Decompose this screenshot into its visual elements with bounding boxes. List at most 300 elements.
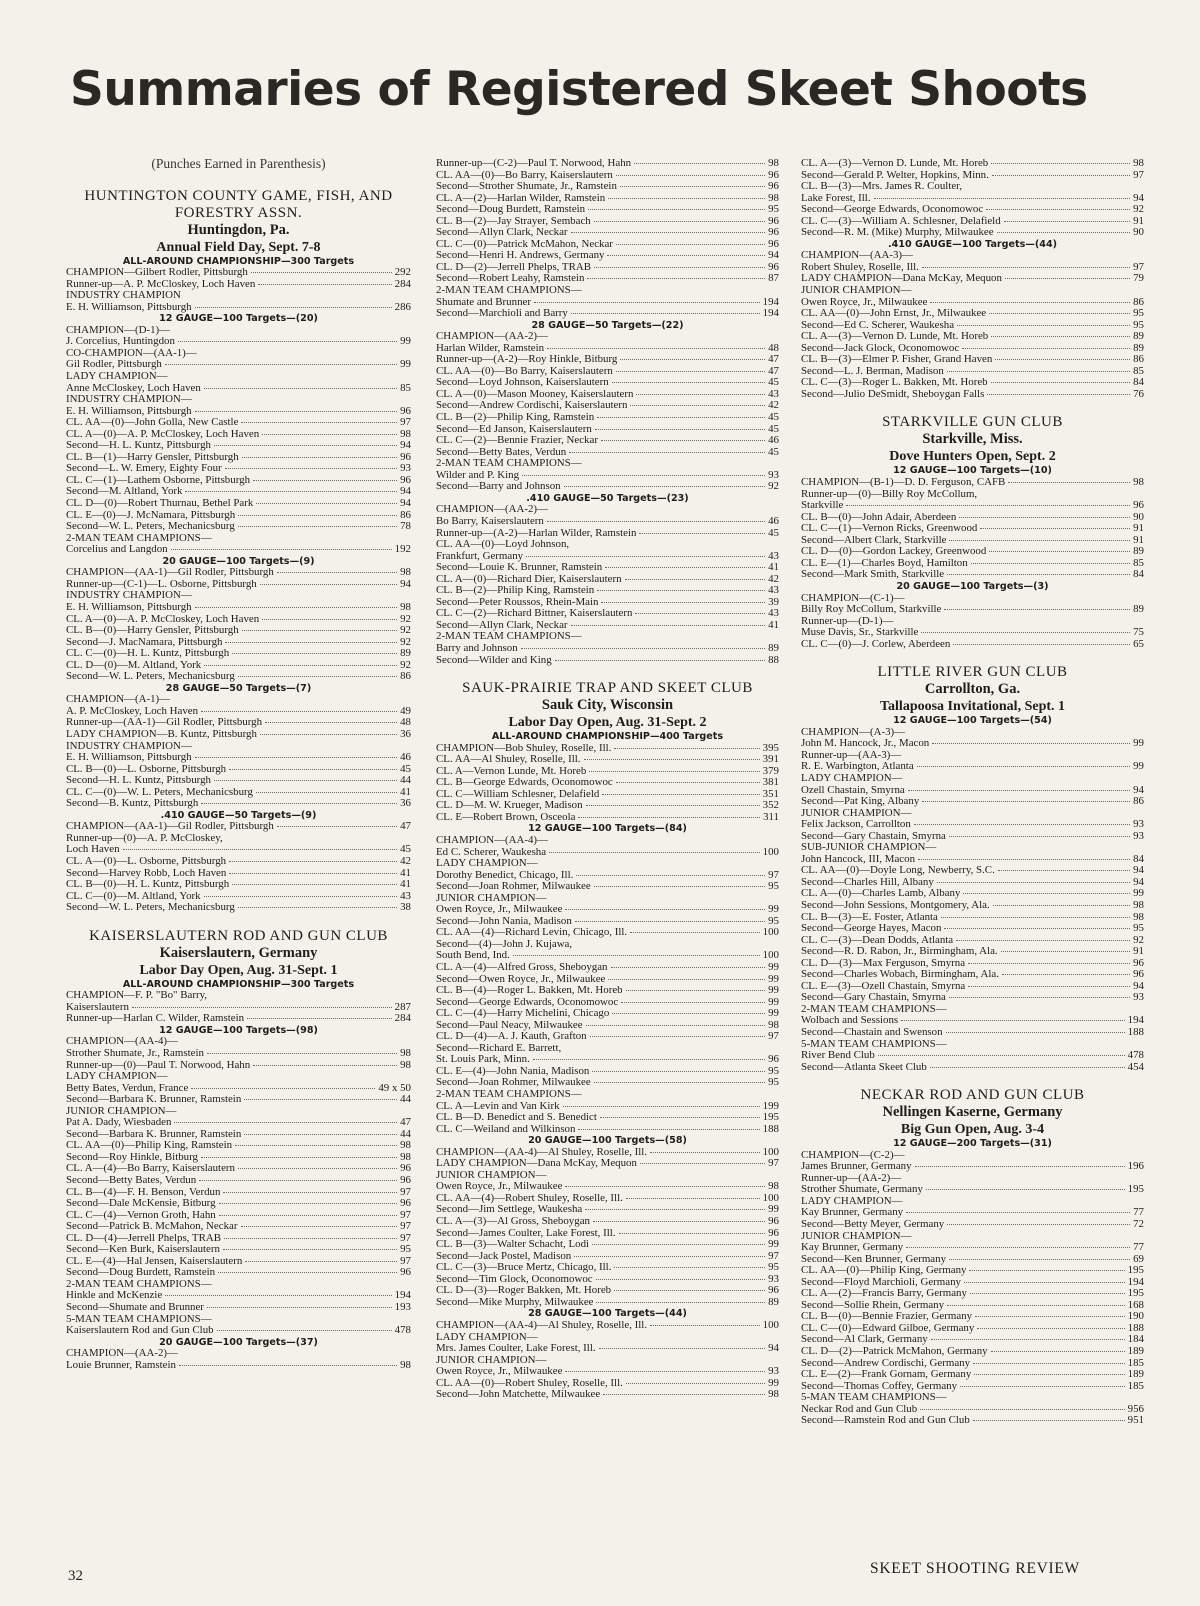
result-text: CL. D—(0)—M. Altland, York [66, 659, 202, 671]
result-text: Second—H. L. Kuntz, Pittsburgh [66, 775, 212, 787]
dot-leader [571, 625, 766, 626]
result-line [801, 888, 1144, 900]
result-text: Second—L. W. Emery, Eighty Four [66, 463, 222, 475]
result-score: 95 [768, 1064, 779, 1077]
result-score: 45 [768, 526, 779, 539]
dot-leader [596, 1279, 766, 1280]
result-text: Second—Charles Hill, Albany [801, 876, 934, 888]
result-score: 45 [400, 843, 411, 856]
result-line [436, 1066, 779, 1078]
result-heading: CHAMPION—(AA-4)— [66, 1036, 178, 1048]
result-text: Wilder and P. King [436, 469, 520, 481]
dot-leader [612, 1013, 765, 1014]
result-line [66, 729, 411, 741]
result-line [66, 567, 411, 579]
result-text: CHAMPION—Bob Shuley, Roselle, Ill. [436, 742, 612, 754]
result-line [66, 1221, 411, 1233]
result-score: 99 [768, 903, 779, 916]
dot-leader [244, 1099, 397, 1100]
dot-leader [626, 1198, 760, 1199]
result-text: Second—John Nania, Madison [436, 915, 572, 927]
result-line [436, 800, 779, 812]
result-score: 93 [400, 462, 411, 475]
result-score: 98 [768, 1180, 779, 1193]
result-text: CL. D—M. W. Krueger, Madison [436, 800, 583, 812]
dot-leader [995, 359, 1130, 360]
result-score: 91 [1133, 533, 1144, 546]
result-heading: JUNIOR CHAMPION— [801, 807, 912, 819]
result-score: 47 [768, 364, 779, 377]
dot-leader [947, 1224, 1130, 1225]
dot-leader [578, 817, 760, 818]
result-line [436, 870, 779, 882]
result-text: Second—Barbara K. Brunner, Ramstein [66, 1128, 242, 1140]
result-text: CL. A—(0)—Richard Dier, Kaiserslautern [436, 573, 622, 585]
dot-leader [635, 613, 765, 614]
result-line [436, 904, 779, 916]
result-text: CL. AA—(0)—John Ernst, Jr., Milwaukee [801, 308, 987, 320]
result-text: E. H. Williamson, Pittsburgh [66, 752, 192, 764]
result-score: 98 [768, 1018, 779, 1031]
result-heading: JUNIOR CHAMPION— [436, 892, 547, 904]
dot-leader [247, 1018, 392, 1019]
result-score: 94 [400, 577, 411, 590]
result-line [436, 643, 779, 655]
dot-leader [597, 417, 765, 418]
dot-leader [944, 609, 1130, 610]
dot-leader [626, 990, 765, 991]
dot-leader [846, 505, 1130, 506]
result-line [436, 400, 779, 412]
result-line [66, 798, 411, 810]
result-text: CL. D—(3)—Max Ferguson, Smyrna [801, 957, 966, 969]
result-score: 43 [768, 584, 779, 597]
result-line [66, 891, 411, 903]
result-score: 94 [1133, 783, 1144, 796]
club-name: STARKVILLE GUN CLUB [882, 414, 1063, 431]
result-text: CL. AA—(0)—Philip King, Germany [801, 1265, 967, 1277]
dot-leader [256, 503, 397, 504]
result-line [801, 1254, 1144, 1266]
result-text: River Bend Club [801, 1050, 875, 1062]
result-text: CL. B—(4)—Roger L. Bakken, Mt. Horeb [436, 985, 623, 997]
result-score: 99 [768, 1238, 779, 1251]
result-score: 96 [400, 1266, 411, 1279]
result-score: 93 [1133, 991, 1144, 1004]
result-text: Second—Roy Hinkle, Bitburg [66, 1151, 198, 1163]
result-text: Muse Davis, Sr., Starkville [801, 627, 919, 639]
result-score: 195 [762, 1111, 779, 1124]
result-text: John Hancock, III, Macon [801, 853, 916, 865]
result-text: Second—Andrew Cordischi, Germany [801, 1357, 971, 1369]
result-line [436, 297, 779, 309]
dot-leader [964, 1282, 1125, 1283]
dot-leader [235, 1145, 397, 1146]
result-score: 99 [1133, 760, 1144, 773]
dot-leader [256, 792, 397, 793]
result-score: 96 [1133, 968, 1144, 981]
result-score: 41 [768, 618, 779, 631]
result-score: 48 [400, 716, 411, 729]
result-score: 45 [768, 411, 779, 424]
result-text: CL. A—Vernon Lunde, Mt. Horeb [436, 765, 587, 777]
result-score: 96 [1133, 956, 1144, 969]
result-line [436, 1112, 779, 1124]
result-score: 41 [400, 878, 411, 891]
result-line [436, 916, 779, 928]
dot-leader [621, 1002, 765, 1003]
result-score: 97 [400, 1254, 411, 1267]
result-line [436, 366, 779, 378]
result-score: 97 [1133, 168, 1144, 181]
result-score: 94 [1133, 979, 1144, 992]
dot-leader [611, 967, 766, 968]
result-score: 93 [1133, 829, 1144, 842]
result-text: Ozell Chastain, Smyrna [801, 784, 905, 796]
dot-leader [1005, 278, 1130, 279]
dot-leader [962, 348, 1130, 349]
result-text: CL. D—(4)—Jerrell Phelps, TRAB [66, 1232, 221, 1244]
result-line [801, 1415, 1144, 1427]
result-line [436, 1147, 779, 1159]
result-score: 90 [1133, 510, 1144, 523]
result-score: 96 [400, 473, 411, 486]
result-line [801, 1358, 1144, 1370]
dot-leader [584, 759, 760, 760]
result-score: 99 [400, 335, 411, 348]
result-text: CL. E—(3)—Ozell Chastain, Smyrna [801, 980, 966, 992]
result-line [436, 204, 779, 216]
result-line [801, 1207, 1144, 1219]
result-text: CL. A—(0)—L. Osborne, Pittsburgh [66, 855, 227, 867]
dot-leader [949, 540, 1130, 541]
dot-leader [922, 267, 1130, 268]
event-name: Big Gun Open, Aug. 3-4 [900, 1122, 1045, 1138]
dot-leader [178, 341, 397, 342]
result-line [66, 1290, 411, 1302]
result-score: 86 [1133, 795, 1144, 808]
dot-leader [265, 722, 397, 723]
result-line [66, 844, 411, 856]
result-score: 92 [400, 624, 411, 637]
result-score: 189 [1127, 1345, 1144, 1358]
result-score: 286 [394, 300, 411, 313]
result-score: 94 [400, 497, 411, 510]
result-line [801, 320, 1144, 332]
result-score: 45 [400, 762, 411, 775]
dot-leader [191, 1088, 375, 1089]
result-text: Pat A. Dady, Wiesbaden [66, 1117, 172, 1129]
dot-leader [277, 826, 397, 827]
result-line [801, 227, 1144, 239]
result-score: 96 [768, 260, 779, 273]
result-text: Louie Brunner, Ramstein [66, 1359, 176, 1371]
result-heading: CHAMPION—(C-1)— [801, 592, 905, 604]
result-score: 92 [1133, 203, 1144, 216]
result-text: Second—Dale McKensie, Bitburg [66, 1198, 216, 1210]
result-score: 98 [400, 1139, 411, 1152]
dot-leader [238, 907, 397, 908]
result-text: CL. E—(0)—J. McNamara, Pittsburgh [66, 509, 236, 521]
result-text: Second—H. L. Kuntz, Pittsburgh [66, 440, 212, 452]
result-line [436, 551, 779, 563]
result-score: 94 [768, 249, 779, 262]
result-line [436, 481, 779, 493]
result-text: Second—Robert Leahy, Ramstein [436, 273, 585, 285]
dot-leader [229, 873, 397, 874]
dot-leader [571, 313, 760, 314]
result-line [436, 1343, 779, 1355]
result-text: Second—Charles Wobach, Birmingham, Ala. [801, 969, 999, 981]
result-text: CL. A—(3)—Vernon D. Lunde, Mt. Horeb [801, 331, 989, 343]
result-heading: Runner-up—(0)—A. P. McCloskey, [66, 832, 223, 844]
dot-leader [123, 849, 398, 850]
result-line [801, 785, 1144, 797]
result-score: 92 [1133, 933, 1144, 946]
club-name: SAUK-PRAIRIE TRAP AND SKEET CLUB [462, 680, 753, 697]
result-line [436, 470, 779, 482]
dot-leader [526, 556, 765, 557]
result-text: Mrs. James Coulter, Lake Forest, Ill. [436, 1343, 596, 1355]
result-score: 69 [1133, 1252, 1144, 1265]
result-text: Owen Royce, Jr., Milwaukee [436, 1366, 563, 1378]
result-line [801, 958, 1144, 970]
dot-leader [563, 1106, 760, 1107]
dot-leader [987, 394, 1130, 395]
dot-leader [639, 533, 765, 534]
result-score: 96 [400, 450, 411, 463]
result-line [801, 1265, 1144, 1277]
result-text: CL. A—(3)—Al Gross, Sheboygan [436, 1216, 590, 1228]
result-score: 86 [1133, 295, 1144, 308]
result-score: 93 [768, 468, 779, 481]
result-heading: 5-MAN TEAM CHAMPIONS— [801, 1038, 947, 1050]
result-text: CL. B—(0)—Harry Gensler, Pittsburgh [66, 625, 239, 637]
dot-leader [596, 1302, 765, 1303]
event-subheading: .410 GAUGE—100 Targets—(44) [887, 238, 1058, 250]
dot-leader [225, 468, 397, 469]
result-line [801, 604, 1144, 616]
dot-leader [223, 1192, 397, 1193]
result-text: CL. E—Robert Brown, Osceola [436, 811, 576, 823]
result-score: 84 [1133, 376, 1144, 389]
result-text: Second—Sollie Rhein, Germany [801, 1299, 945, 1311]
result-heading: JUNIOR CHAMPION— [66, 1105, 177, 1117]
result-line [801, 1161, 1144, 1173]
dot-leader [253, 480, 397, 481]
dot-leader [594, 886, 765, 887]
column-2 [436, 158, 779, 1401]
result-text: Second—Louie K. Brunner, Ramstein [436, 562, 603, 574]
dot-leader [132, 1007, 392, 1008]
dot-leader [991, 1351, 1125, 1352]
result-score: 85 [1133, 556, 1144, 569]
dot-leader [993, 905, 1130, 906]
result-text: Second—Strother Shumate, Jr., Ramstein [436, 181, 617, 193]
result-score: 188 [762, 1122, 779, 1135]
result-line [801, 831, 1144, 843]
result-text: CL. B—(0)—Bennie Frazier, Germany [801, 1311, 973, 1323]
dot-leader [195, 307, 392, 308]
dot-leader [223, 1249, 397, 1250]
result-line [66, 302, 411, 314]
dot-leader [574, 1256, 765, 1257]
dot-leader [605, 567, 765, 568]
event-subheading: 28 GAUGE—50 Targets—(22) [531, 319, 684, 331]
dot-leader [949, 997, 1130, 998]
result-score: 395 [762, 741, 779, 754]
result-text: CL. C—(0)—H. L. Kuntz, Pittsburgh [66, 648, 230, 660]
dot-leader [195, 757, 397, 758]
dot-leader [195, 411, 397, 412]
dot-leader [906, 1247, 1130, 1248]
result-score: 196 [1127, 1160, 1144, 1173]
result-line [436, 389, 779, 401]
result-line [801, 1062, 1144, 1074]
result-score: 49 [400, 704, 411, 717]
result-text: CHAMPION—(AA-4)—Al Shuley, Roselle, Ill. [436, 1319, 648, 1331]
dot-leader [989, 313, 1130, 314]
dot-leader [242, 630, 397, 631]
result-score: 94 [400, 485, 411, 498]
result-heading: CHAMPION—F. P. "Bo" Barry, [66, 990, 208, 1002]
result-text: Second—Thomas Coffey, Germany [801, 1380, 958, 1392]
dot-leader [262, 619, 397, 620]
result-line [436, 343, 779, 355]
result-line [436, 377, 779, 389]
result-heading: LADY CHAMPION— [66, 371, 168, 383]
result-score: 98 [1133, 910, 1144, 923]
result-score: 454 [1127, 1060, 1144, 1073]
result-text: Second—Albert Clark, Starkville [801, 534, 947, 546]
dot-leader [601, 440, 765, 441]
result-line [66, 856, 411, 868]
result-line [66, 1152, 411, 1164]
dot-leader [214, 445, 397, 446]
result-score: 95 [768, 880, 779, 893]
result-line [436, 997, 779, 1009]
result-line [66, 475, 411, 487]
dot-leader [612, 382, 765, 383]
result-score: 190 [1127, 1310, 1144, 1323]
dot-leader [238, 515, 397, 516]
result-text: Second—W. L. Peters, Mechanicsburg [66, 902, 235, 914]
result-line [66, 1302, 411, 1314]
result-line [66, 1198, 411, 1210]
dot-leader [968, 963, 1130, 964]
result-score: 199 [762, 1099, 779, 1112]
result-score: 41 [400, 785, 411, 798]
result-line [66, 717, 411, 729]
dot-leader [991, 382, 1130, 383]
result-text: Second—B. Kuntz, Pittsburgh [66, 798, 199, 810]
result-line [436, 1031, 779, 1043]
result-line [436, 1228, 779, 1240]
result-score: 84 [1133, 852, 1144, 865]
result-score: 89 [1133, 545, 1144, 558]
dot-leader [626, 1383, 765, 1384]
result-score: 194 [1127, 1275, 1144, 1288]
result-text: Second—Ramstein Rod and Gun Club [801, 1415, 970, 1427]
dot-leader [930, 302, 1130, 303]
result-text: LADY CHAMPION—Dana McKay, Mequon [436, 1158, 637, 1170]
result-line [66, 1233, 411, 1245]
result-heading: Runner-up—(AA-3)— [801, 749, 902, 761]
dot-leader [229, 861, 397, 862]
result-line [801, 158, 1144, 170]
result-score: 478 [1127, 1049, 1144, 1062]
result-text: Second—Harvey Robb, Loch Haven [66, 867, 227, 879]
result-text: John M. Hancock, Jr., Macon [801, 738, 930, 750]
dot-leader [241, 422, 397, 423]
result-text: Second—Marchioli and Barry [436, 308, 568, 320]
result-line [801, 1242, 1144, 1254]
result-line [801, 389, 1144, 401]
dot-leader [977, 1328, 1124, 1329]
result-text: Second—Chastain and Swenson [801, 1027, 943, 1038]
result-score: 96 [768, 1053, 779, 1066]
dot-leader [245, 1261, 397, 1262]
result-score: 184 [1127, 1333, 1144, 1346]
result-line [801, 738, 1144, 750]
event-subheading: 20 GAUGE—100 Targets—(37) [159, 1336, 318, 1348]
result-heading: 5-MAN TEAM CHAMPIONS— [801, 1392, 947, 1404]
result-line [801, 170, 1144, 182]
result-line [66, 429, 411, 441]
result-line [801, 639, 1144, 651]
result-line [436, 1251, 779, 1263]
result-line [66, 1175, 411, 1187]
result-score: 97 [768, 1157, 779, 1170]
dot-leader [260, 734, 397, 735]
result-line [801, 1381, 1144, 1393]
dot-leader [963, 893, 1130, 894]
result-score: 97 [400, 1208, 411, 1221]
result-line [66, 510, 411, 522]
result-text: Second—Andrew Cordischi, Kaiserslautern [436, 400, 628, 412]
result-line [801, 923, 1144, 935]
result-line [801, 796, 1144, 808]
result-text: Second—Barbara K. Brunner, Ramstein [66, 1094, 242, 1106]
result-line [66, 1360, 411, 1372]
result-score: 43 [768, 607, 779, 620]
event-subheading: 12 GAUGE—100 Targets—(54) [893, 715, 1052, 727]
result-heading: LADY CHAMPION— [436, 858, 538, 870]
result-score: 92 [400, 612, 411, 625]
result-text: Second—Betty Bates, Verdun [66, 1175, 197, 1187]
result-line [66, 706, 411, 718]
result-score: 92 [400, 658, 411, 671]
result-score: 99 [768, 961, 779, 973]
result-line [66, 1244, 411, 1256]
subtitle: (Punches Earned in Parenthesis) [151, 156, 326, 171]
dot-leader [991, 336, 1130, 337]
result-text: Runner-up—(0)—Paul T. Norwood, Hahn [66, 1059, 251, 1071]
result-score: 98 [768, 157, 779, 169]
result-score: 89 [400, 647, 411, 660]
dot-leader [204, 665, 397, 666]
result-score: 89 [1133, 603, 1144, 616]
dot-leader [616, 371, 765, 372]
event-subheading: 12 GAUGE—100 Targets—(20) [159, 313, 318, 325]
result-line [436, 528, 779, 540]
result-text: Hinkle and McKenzie [66, 1290, 163, 1302]
dot-leader [207, 1053, 397, 1054]
result-score: 99 [768, 972, 779, 985]
result-score: 79 [1133, 272, 1144, 285]
result-text: Second—W. L. Peters, Mechanicsburg [66, 671, 235, 683]
result-heading: CL. AA—(0)—Loyd Johnson, [436, 539, 570, 551]
